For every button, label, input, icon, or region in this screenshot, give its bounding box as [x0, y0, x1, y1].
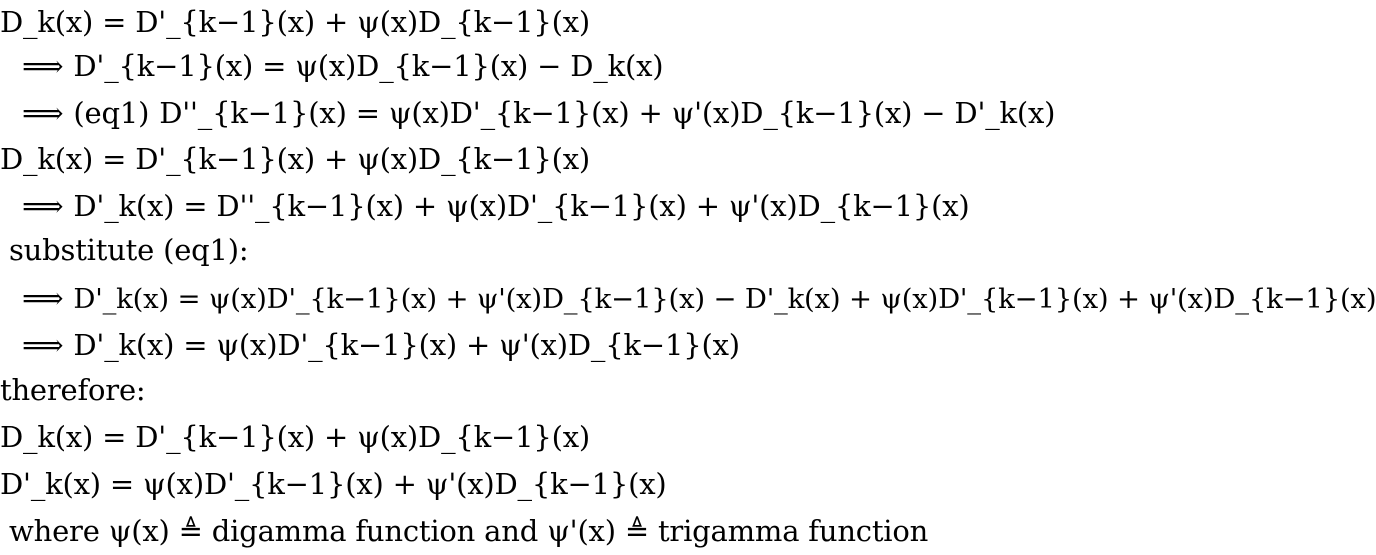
implies-symbol: ⟹ [22, 49, 64, 83]
equation-line-10 [0, 413, 590, 461]
equation: D'_k(x) = ψ(x)D'_{k−1}(x) + ψ'(x)D_{k−1}(x) [0, 467, 667, 501]
equation-line-5 [0, 182, 969, 230]
implies-symbol: ⟹ [22, 189, 64, 223]
implies-symbol: ⟹ [22, 328, 64, 362]
equation-line-1 [0, 0, 590, 46]
text-line-where [0, 507, 928, 555]
implies-symbol: ⟹ [22, 281, 64, 315]
equation: D''_{k−1}(x) = ψ(x)D'_{k−1}(x) + ψ'(x)D_{k−1}(x) − D'_k(x) [159, 96, 1056, 130]
text-line-substitute [0, 226, 248, 274]
equation-line-4 [0, 135, 590, 183]
equation: D_k(x) = D'_{k−1}(x) + ψ(x)D_{k−1}(x) [0, 142, 590, 176]
equation-line-7 [0, 274, 1376, 322]
equation: D'_k(x) = D''_{k−1}(x) + ψ(x)D'_{k−1}(x) + ψ'(x)D_{k−1}(x) [73, 189, 970, 223]
equation: D'_{k−1}(x) = ψ(x)D_{k−1}(x) − D_k(x) [73, 49, 664, 83]
equation: D'_k(x) = ψ(x)D'_{k−1}(x) + ψ'(x)D_{k−1}(x) − D'_k(x) + ψ(x)D'_{k−1}(x) + ψ'(x)D_{k−1}(x) [73, 283, 1376, 315]
body-text: therefore: [0, 373, 146, 407]
definition-text: where ψ(x) ≜ digamma function and ψ'(x) ≜ trigamma function [9, 514, 929, 548]
equation: D_k(x) = D'_{k−1}(x) + ψ(x)D_{k−1}(x) [0, 420, 590, 454]
implies-symbol: ⟹ [22, 96, 64, 130]
equation-line-11 [0, 460, 666, 508]
equation: D_k(x) = D'_{k−1}(x) + ψ(x)D_{k−1}(x) [0, 5, 590, 39]
text-line-therefore [0, 366, 146, 414]
equation-line-8 [0, 321, 740, 369]
equation-line-2 [0, 42, 663, 90]
equation: D'_k(x) = ψ(x)D'_{k−1}(x) + ψ'(x)D_{k−1}(x) [73, 328, 740, 362]
equation-line-3 [0, 89, 1055, 137]
body-text: substitute (eq1): [9, 233, 249, 267]
equation-label: (eq1) [73, 96, 150, 130]
